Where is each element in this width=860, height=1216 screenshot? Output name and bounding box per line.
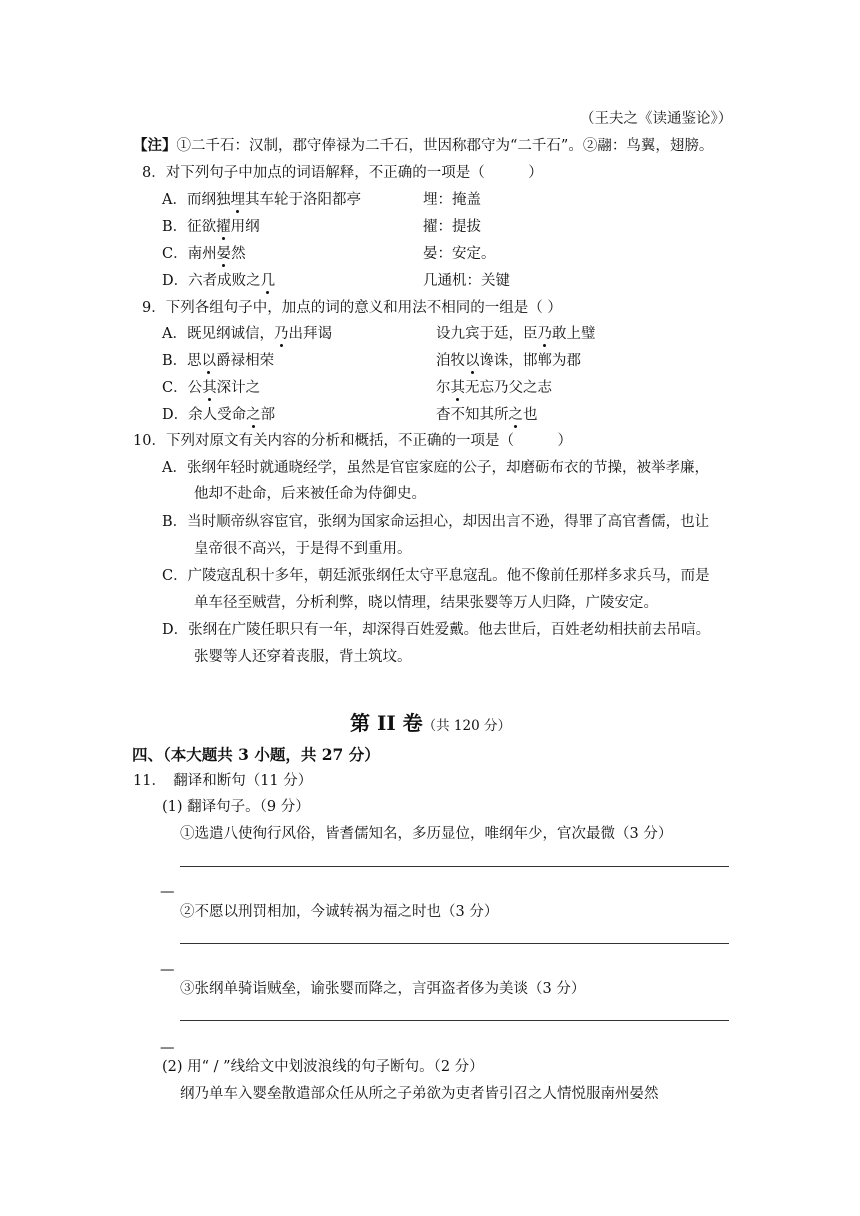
q8-option-a[interactable]: A．而纲独埋其车轮于洛阳都亭 bbox=[162, 192, 361, 208]
dash-1: — bbox=[160, 884, 175, 900]
note-text: ①二千石：汉制，郡守俸禄为二千石，世因称郡守为“二千石”。②翮：鸟翼，翅膀。 bbox=[176, 138, 714, 154]
q9-option-a[interactable]: A．既见纲诚信，乃出拜谒 bbox=[162, 326, 332, 342]
part2-title-sub: （共 120 分） bbox=[422, 718, 511, 734]
dash-2: — bbox=[160, 962, 175, 978]
q11-sub1: (1) 翻译句子。（9 分） bbox=[162, 799, 310, 815]
q8-stem: 8．对下列句子中加点的词语解释，不正确的一项是（ ） bbox=[142, 165, 543, 181]
q9-pair-a: 设九宾于廷，臣乃敢上璧 bbox=[436, 326, 596, 342]
section4-heading: 四、（本大题共 3 小题，共 27 分） bbox=[132, 745, 380, 764]
answer-line-3[interactable] bbox=[180, 1020, 729, 1021]
note bbox=[133, 136, 713, 156]
q8-explanation-c: 晏：安定。 bbox=[423, 246, 496, 262]
q9-pair-b: 洎牧以谗诛，邯郸为郡 bbox=[436, 353, 581, 369]
part2-title-main: 第 II 卷 bbox=[350, 711, 423, 735]
q11-item-1: ①选遣八使徇行风俗，皆耆儒知名，多历显位，唯纲年少，官次最微（3 分） bbox=[180, 826, 673, 842]
q8-explanation-b: 擢：提拔 bbox=[423, 219, 481, 235]
q8-option-d[interactable]: D．六者成败之几 bbox=[162, 273, 276, 289]
q10-option-c[interactable]: C．广陵寇乱积十多年，朝廷派张纲任太守平息寇乱。他不像前任那样多求兵马，而是 bbox=[162, 568, 710, 584]
q9-pair-d: 杳不知其所之也 bbox=[436, 407, 538, 423]
source-citation: （王夫之《读通鉴论》） bbox=[580, 111, 733, 127]
q10-option-a[interactable]: A．张纲年轻时就通晓经学，虽然是官宦家庭的公子，却磨砺布衣的节操，被举孝廉， bbox=[162, 460, 709, 476]
q9-stem: 9．下列各组句子中，加点的词的意义和用法不相同的一组是（ ） bbox=[142, 300, 562, 316]
q11-item-2: ②不愿以刑罚相加，今诚转祸为福之时也（3 分） bbox=[180, 904, 499, 920]
part2-title bbox=[350, 709, 511, 740]
q8-option-c[interactable]: C．南州晏然 bbox=[162, 246, 246, 262]
q11-sub2: (2) 用“ / ”线给文中划波浪线的句子断句。（2 分） bbox=[162, 1059, 484, 1075]
note-label: 【注】 bbox=[133, 137, 177, 154]
answer-line-1[interactable] bbox=[180, 866, 729, 867]
q10-option-b[interactable]: B．当时顺帝纵容宦官，张纲为国家命运担心，却因出言不逊，得罪了高官耆儒，也让 bbox=[162, 514, 710, 530]
q11-stem: 11． 翻译和断句（11 分） bbox=[133, 773, 313, 789]
q11-passage: 纲乃单车入婴垒散遣部众任从所之子弟欲为吏者皆引召之人情悦服南州晏然 bbox=[180, 1086, 659, 1102]
q10-option-a-cont: 他却不赴命，后来被任命为侍御史。 bbox=[194, 486, 426, 502]
dash-3: — bbox=[160, 1040, 175, 1056]
q10-option-d-cont: 张婴等人还穿着丧服，背土筑坟。 bbox=[194, 649, 412, 665]
q8-option-b[interactable]: B．征欲擢用纲 bbox=[162, 219, 260, 235]
q9-pair-c: 尔其无忘乃父之志 bbox=[436, 380, 552, 396]
q8-explanation-d: 几通机：关键 bbox=[423, 273, 510, 289]
answer-line-2[interactable] bbox=[180, 943, 729, 944]
q8-explanation-a: 埋：掩盖 bbox=[423, 192, 481, 208]
q9-option-c[interactable]: C．公其深计之 bbox=[162, 380, 261, 396]
q10-option-c-cont: 单车径至贼营，分析利弊，晓以情理，结果张婴等万人归降，广陵安定。 bbox=[194, 595, 658, 611]
q9-option-b[interactable]: B．思以爵禄相荣 bbox=[162, 353, 275, 369]
q10-stem: 10．下列对原文有关内容的分析和概括，不正确的一项是（ ） bbox=[133, 433, 572, 449]
q10-option-b-cont: 皇帝很不高兴，于是得不到重用。 bbox=[194, 541, 412, 557]
q11-item-3: ③张纲单骑诣贼垒，谕张婴而降之，言弭盗者侈为美谈（3 分） bbox=[180, 981, 586, 997]
q9-option-d[interactable]: D．余人受命之部 bbox=[162, 407, 276, 423]
q10-option-d[interactable]: D．张纲在广陵任职只有一年，却深得百姓爱戴。他去世后，百姓老幼相扶前去吊唁。 bbox=[162, 622, 711, 638]
